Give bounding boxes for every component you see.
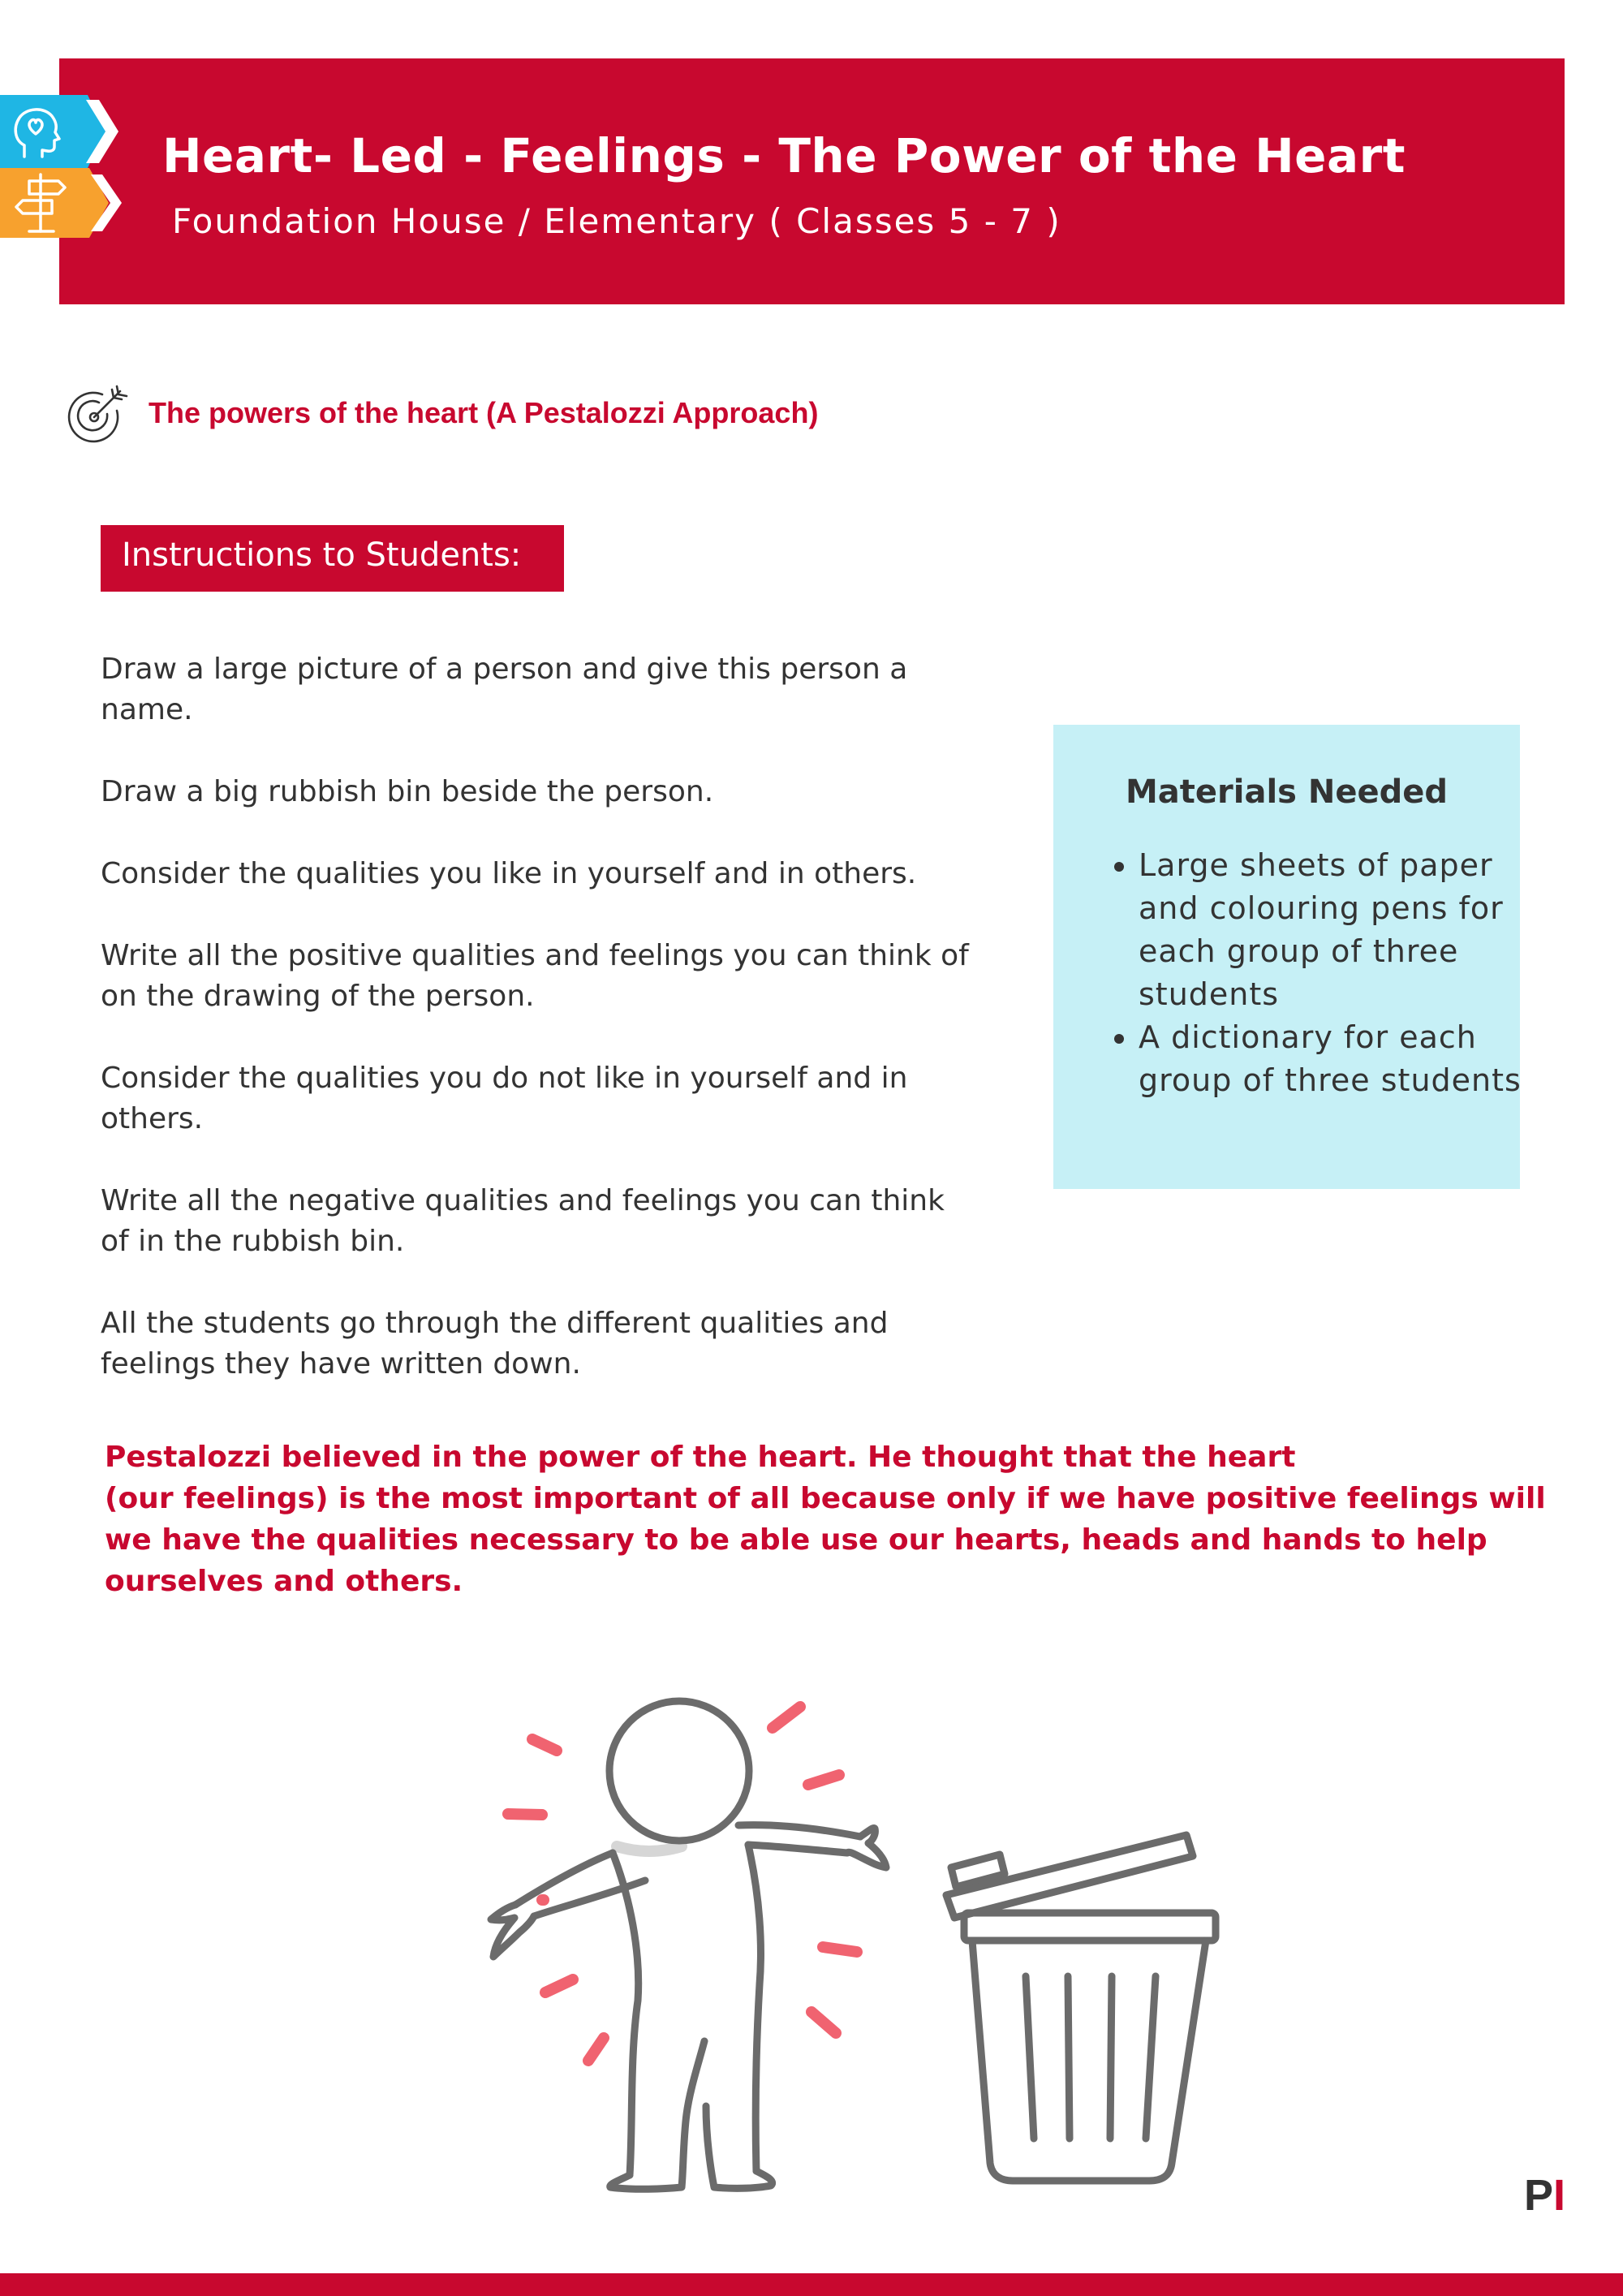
materials-list [1102, 844, 1528, 1102]
lesson-heading: The powers of the heart (A Pestalozzi Approach) [149, 396, 819, 429]
pestalozzi-quote [105, 1437, 1549, 1602]
logo-letter-i: I [1553, 2171, 1566, 2220]
instruction-steps [101, 649, 977, 1426]
instruction-step: Draw a big rubbish bin beside the person. [101, 775, 714, 808]
instruction-step: All the students go through the different qualities and feelings they have written down. [101, 1307, 889, 1381]
logo-letter-p: P [1524, 2171, 1554, 2220]
emphasis-marks [508, 1707, 857, 2061]
materials-item: • Large sheets of paper and colouring pens for each group of three students [1139, 844, 1528, 1016]
instruction-step: Consider the qualities you like in yourself and in others. [101, 857, 917, 890]
rubbish-bin [946, 1835, 1216, 2181]
materials-panel [1053, 725, 1520, 1189]
signpost-icon [0, 168, 126, 238]
page-title: Heart- Led - Feelings - The Power of the Heart [162, 128, 1406, 183]
materials-item: • A dictionary for each group of three students [1139, 1016, 1528, 1102]
quote-line: (our feelings) is the most important of all because only if we have positive feelings will we have the qualities necessary to be able use our hearts, heads and hands to help ourselves and others. [105, 1482, 1546, 1598]
head-heart-icon [0, 95, 122, 168]
page-subtitle: Foundation House / Elementary ( Classes 5 - 7 ) [172, 201, 1061, 241]
instruction-step: Consider the qualities you do not like in yourself and in others. [101, 1062, 908, 1135]
brand-logo [1524, 2170, 1565, 2221]
target-arrow-icon [65, 383, 130, 448]
person-and-bin-illustration [471, 1684, 1233, 2199]
instruction-step: Write all the negative qualities and feelings you can think of in the rubbish bin. [101, 1184, 945, 1258]
instructions-label: Instructions to Students: [122, 536, 522, 574]
instructions-label-box [101, 525, 564, 592]
instruction-step: Write all the positive qualities and feelings you can think of on the drawing of the person. [101, 939, 969, 1013]
quote-line: Pestalozzi believed in the power of the heart. He thought that the heart [105, 1441, 1296, 1474]
materials-title: Materials Needed [1125, 773, 1449, 811]
instruction-step: Draw a large picture of a person and give this person a name. [101, 653, 908, 726]
footer-bar [0, 2273, 1623, 2296]
